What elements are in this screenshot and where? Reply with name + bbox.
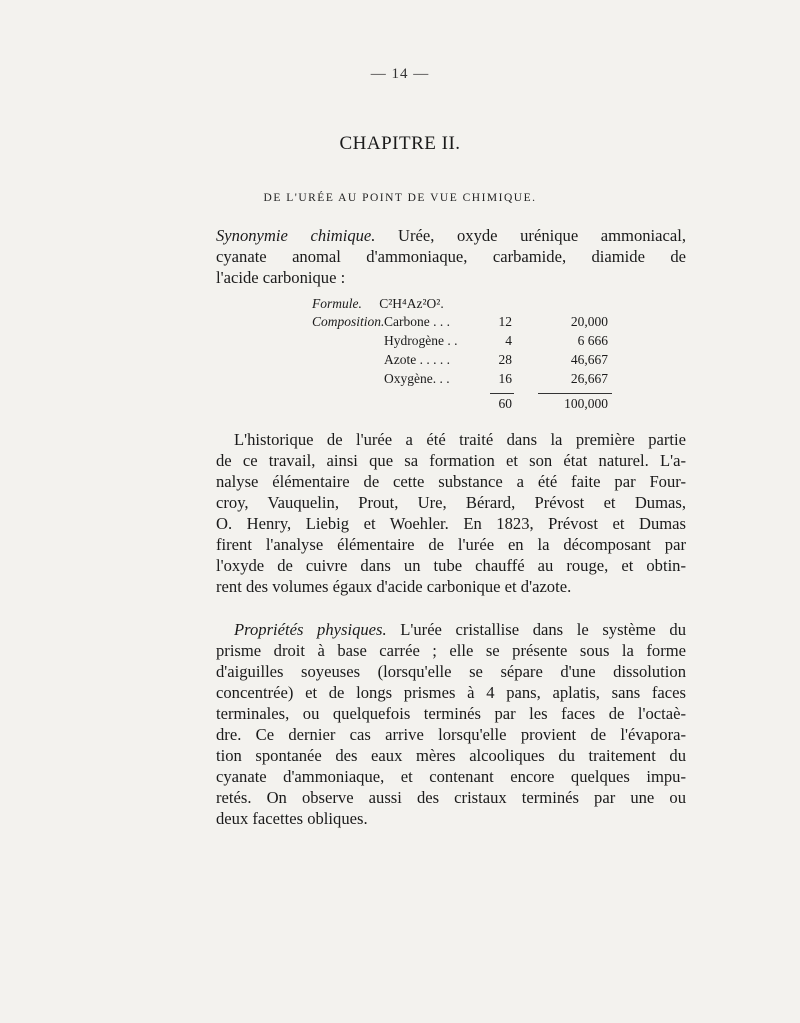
paragraph-line: croy, Vauquelin, Prout, Ure, Bérard, Prévost et Dumas, [216, 493, 686, 512]
sum-rule [538, 393, 612, 394]
paragraph-line: Propriétés physiques. L'urée cristallise dans le système du [234, 620, 686, 639]
table-row [312, 314, 612, 332]
chapter-title: CHAPITRE II. [339, 133, 461, 154]
composition-label: Composition. [312, 314, 385, 329]
paragraph-proprietes [216, 619, 686, 829]
paragraph-line: prisme droit à base carrée ; elle se présente sous la forme [216, 641, 686, 660]
element-percent: 46,667 [570, 352, 608, 367]
table-total-row [312, 396, 612, 414]
paragraph-line: L'historique de l'urée a été traité dans la première partie [234, 430, 686, 449]
element-atoms: 4 [505, 333, 512, 348]
paragraph-line: dre. Ce dernier cas arrive lorsqu'elle provient de l'évapora- [216, 725, 686, 744]
section-subheading: DE L'URÉE AU POINT DE VUE CHIMIQUE. [263, 192, 537, 204]
paragraph-line: d'aiguilles soyeuses (lorsqu'elle se sépare d'une dissolution [216, 662, 686, 681]
paragraph-line: firent l'analyse élémentaire de l'urée en la décomposant par [216, 535, 686, 554]
paragraph-line: cyanate anomal d'ammoniaque, carbamide, diamide de [216, 247, 686, 266]
element-name: Hydrogène . . [384, 333, 458, 348]
paragraph-line: cyanate d'ammoniaque, et contenant encore quelques impu- [216, 767, 686, 786]
table-row [312, 352, 612, 370]
element-atoms: 28 [498, 352, 512, 367]
page-number: — 14 — [370, 66, 430, 82]
element-atoms: 12 [498, 314, 512, 329]
paragraph-line: nalyse élémentaire de cette substance a été faite par Four- [216, 472, 686, 491]
table-row [312, 333, 612, 351]
paragraph-lead: Propriétés physiques. [234, 620, 387, 639]
element-name: Carbone . . . [384, 314, 450, 329]
element-percent: 20,000 [570, 314, 608, 329]
formula-line [312, 295, 444, 313]
paragraph-line: concentrée) et de longs prismes à 4 pans, aplatis, sans faces [216, 683, 686, 702]
paragraph-line: O. Henry, Liebig et Woehler. En 1823, Prévost et Dumas [216, 514, 686, 533]
paragraph-lead: Synonymie chimique. [216, 226, 376, 245]
paragraph-line: terminales, ou quelquefois terminés par les faces de l'octaè- [216, 704, 686, 723]
table-row [312, 371, 612, 389]
paragraph-line: retés. On observe aussi des cristaux terminés par une ou [216, 788, 686, 807]
element-name: Oxygène. . . [384, 371, 450, 386]
element-percent: 6 666 [577, 333, 608, 348]
formula-label: Formule. [312, 296, 362, 311]
paragraph-line: tion spontanée des eaux mères alcooliques du traitement du [216, 746, 686, 765]
paragraph-line: Synonymie chimique. Urée, oxyde urénique ammoniacal, [216, 226, 687, 245]
paragraph-historique [216, 429, 686, 597]
sum-rule [490, 393, 514, 394]
paragraph-line: deux facettes obliques. [216, 809, 368, 828]
paragraph-line: l'acide carbonique : [216, 268, 346, 287]
paragraph-synonymie [216, 225, 686, 288]
total-percent: 100,000 [564, 396, 608, 411]
formula-value: C²H⁴Az²O². [379, 296, 444, 311]
paragraph-line: rent des volumes égaux d'acide carbonique et d'azote. [216, 577, 572, 596]
paragraph-line: de ce travail, ainsi que sa formation et son état naturel. L'a- [216, 451, 686, 470]
element-atoms: 16 [498, 371, 512, 386]
paragraph-line: l'oxyde de cuivre dans un tube chauffé au rouge, et obtin- [216, 556, 686, 575]
element-percent: 26,667 [570, 371, 608, 386]
total-atoms: 60 [498, 396, 512, 411]
element-name: Azote . . . . . [384, 352, 450, 367]
